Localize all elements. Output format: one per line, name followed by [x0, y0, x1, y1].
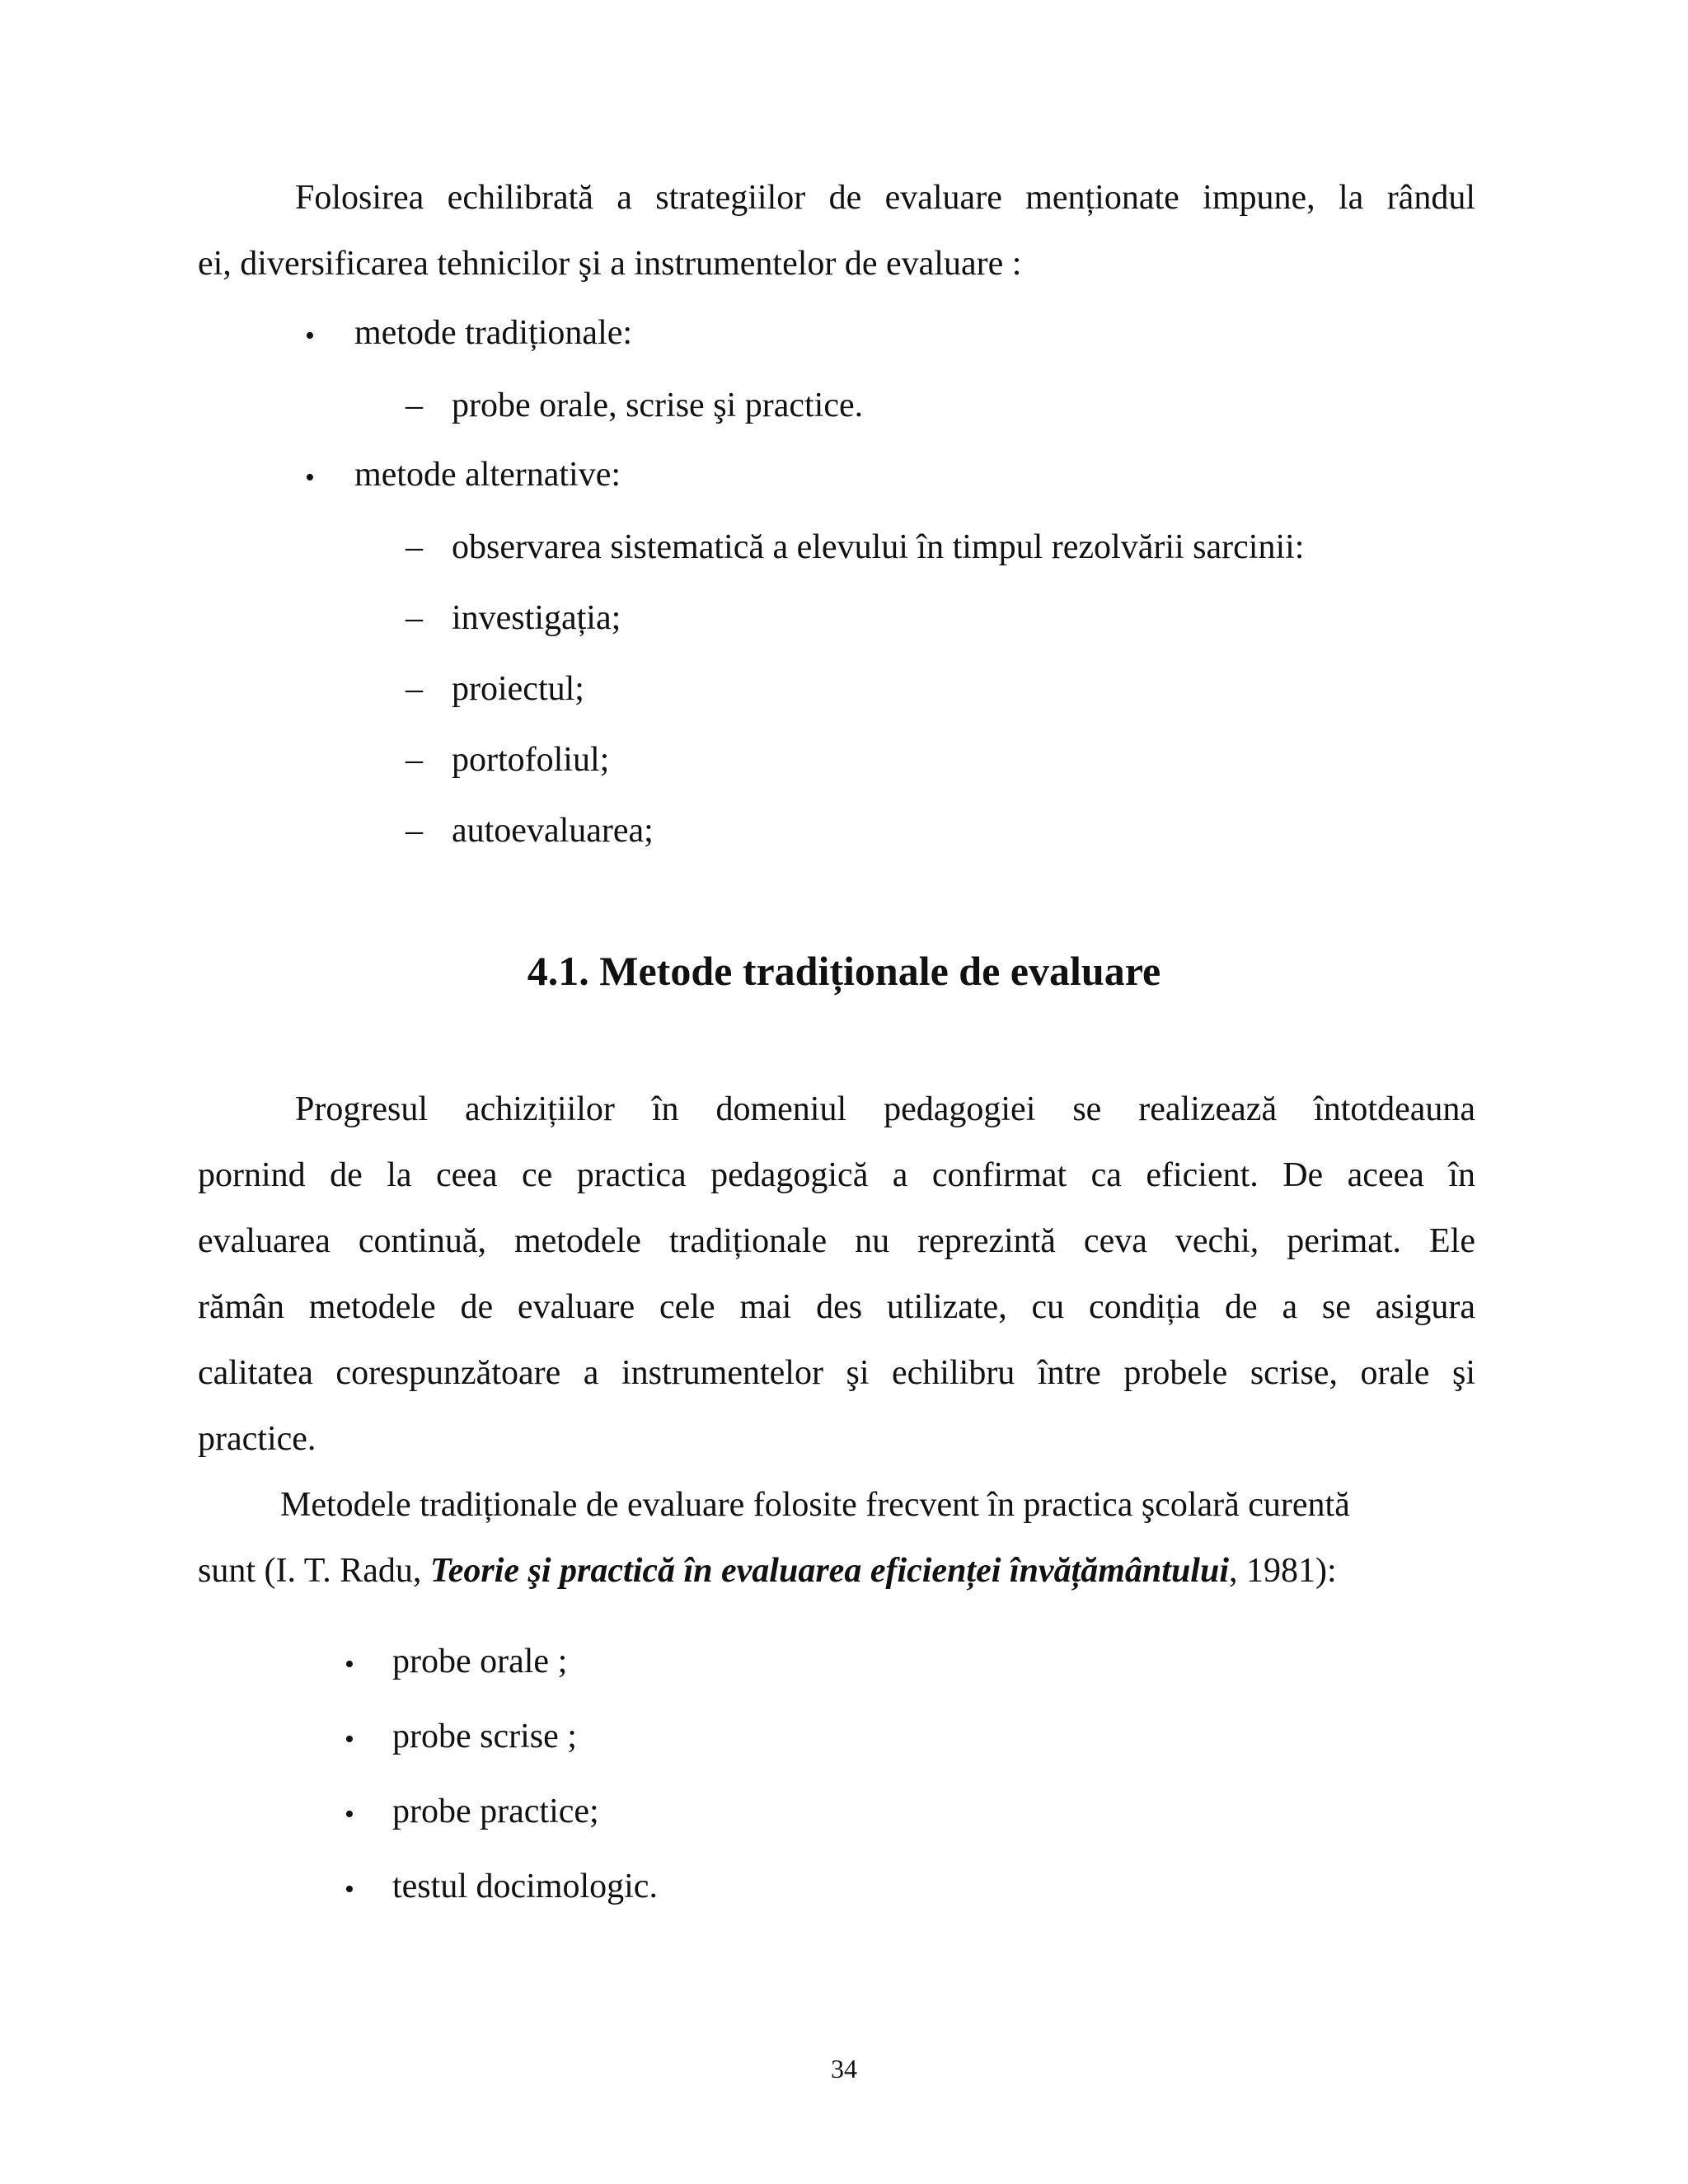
- paragraph-line: evaluarea continuă, metodele tradiționale nu reprezintă ceva vechi, perimat. Ele: [198, 1222, 1475, 1260]
- traditional-item: probe orale, scrise şi practice.: [452, 387, 864, 424]
- dash-icon: –: [406, 741, 423, 779]
- intro-line-2: ei, diversificarea tehnicilor şi a instrumentelor de evaluare :: [198, 245, 1022, 283]
- paragraph-line: Progresul achizițiilor în domeniul pedagogiei se realizează întotdeauna: [295, 1090, 1475, 1128]
- probe-item: probe orale ;: [392, 1643, 568, 1680]
- alternative-methods-label: metode alternative:: [354, 456, 621, 494]
- page-number: 34: [831, 2054, 857, 2083]
- traditional-methods-label: metode tradiționale:: [354, 314, 633, 352]
- alternative-item: autoevaluarea;: [452, 812, 654, 850]
- dash-icon: –: [406, 387, 423, 424]
- paragraph-line: practice.: [198, 1420, 316, 1458]
- probe-item: probe practice;: [392, 1793, 599, 1830]
- citation-suffix: , 1981):: [1229, 1552, 1337, 1590]
- dash-icon: –: [406, 812, 423, 850]
- paragraph2-line-1: Metodele tradiționale de evaluare folosite frecvent în practica şcolară curentă: [280, 1486, 1350, 1524]
- bullet-icon: •: [345, 1799, 354, 1830]
- alternative-item: portofoliul;: [452, 741, 610, 779]
- bullet-icon: •: [345, 1649, 354, 1680]
- bullet-icon: •: [345, 1874, 354, 1905]
- dash-icon: –: [406, 528, 423, 566]
- intro-line-1: Folosirea echilibrată a strategiilor de evaluare menționate impune, la rândul: [295, 179, 1475, 217]
- book-title: Teorie şi practică în evaluarea eficienței învățământului: [429, 1552, 1229, 1590]
- alternative-item: investigația;: [452, 599, 621, 637]
- probe-item: testul docimologic.: [392, 1868, 658, 1905]
- paragraph-line: rămân metodele de evaluare cele mai des utilizate, cu condiția de a se asigura: [198, 1288, 1475, 1326]
- bullet-icon: •: [305, 462, 315, 493]
- probe-item: probe scrise ;: [392, 1718, 577, 1755]
- bullet-icon: •: [345, 1724, 354, 1755]
- alternative-item: observarea sistematică a elevului în timpul rezolvării sarcinii:: [452, 528, 1305, 566]
- bullet-icon: •: [305, 321, 315, 351]
- paragraph-line: calitatea corespunzătoare a instrumentelor şi echilibru între probele scrise, orale şi: [198, 1354, 1475, 1392]
- dash-icon: –: [406, 670, 423, 708]
- paragraph-line: pornind de la ceea ce practica pedagogică a confirmat ca eficient. De aceea în: [198, 1156, 1475, 1194]
- section-heading: 4.1. Metode tradiționale de evaluare: [527, 948, 1161, 994]
- citation-prefix: sunt (I. T. Radu,: [198, 1552, 430, 1590]
- dash-icon: –: [406, 599, 423, 637]
- paragraph2-line-2: [198, 1549, 1337, 1592]
- alternative-item: proiectul;: [452, 670, 584, 708]
